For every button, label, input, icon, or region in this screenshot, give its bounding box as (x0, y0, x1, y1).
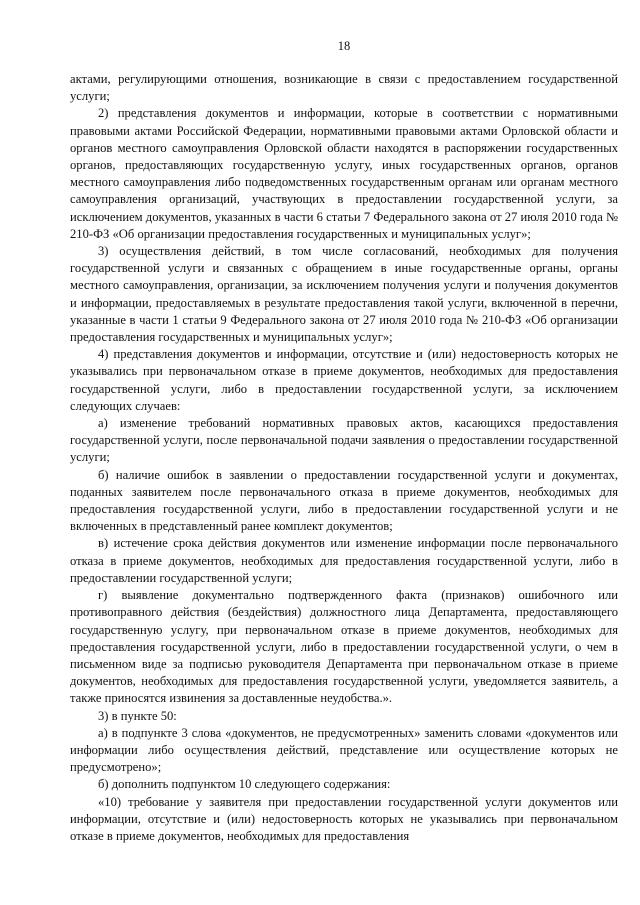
paragraph: 3) осуществления действий, в том числе согласований, необходимых для получения государственной услуги и связанных с обращением в иные государственные органы, органы местного самоуправления, организации, за исключением получения услуги и получения документов и информации, предоставляемых в результате предоставления такой услуги, включенной в перечни, указанные в части 1 статьи 9 Федерального закона от 27 июля 2010 года № 210-ФЗ «Об организации предоставления государственных и муниципальных услуг»; (70, 244, 618, 345)
paragraph: а) в подпункте 3 слова «документов, не предусмотренных» заменить словами «документов или информации либо осуществления действий, представление или осуществление которых не предусмотрено»; (70, 725, 618, 775)
paragraph: 4) представления документов и информации, отсутствие и (или) недостоверность которых не указывались при первоначальном отказе в приеме документов, необходимых для предоставления государственной услуги, либо в предоставлении государственной услуги, за исключением следующих случаев: (70, 347, 618, 413)
document-body (70, 71, 618, 845)
paragraph: «10) требование у заявителя при предоставлении государственной услуги документов или информации, отсутствие и (или) недостоверность которых не указывались при первоначальном отказе в приеме документов, необходимых для предоставления (70, 794, 618, 843)
page-number: 18 (337, 39, 351, 53)
paragraph: актами, регулирующими отношения, возникающие в связи с предоставлением государственной услуги; (70, 72, 618, 104)
paragraph: б) дополнить подпунктом 10 следующего содержания: (98, 777, 391, 792)
paragraph: 2) представления документов и информации, которые в соответствии с нормативными правовыми актами Российской Федерации, нормативными правовыми актами Орловской области и органов местного самоуправления Орловской области находятся в распоряжении государственных органов, предоставляющих государственную услугу, иных государственных органов, органов местного самоуправления либо подведомственных государственным органам или органам местного самоуправления организаций, участвующих в предоставлении государственной услуги, за исключением документов, указанных в части 6 статьи 7 Федерального закона от 27 июля 2010 года № 210-ФЗ «Об организации предоставления государственных и муниципальных услуг»; (70, 106, 618, 241)
paragraph: 3) в пункте 50: (98, 708, 177, 723)
paragraph: б) наличие ошибок в заявлении о предоставлении государственной услуги и документах, поданных заявителем после первоначального отказа в приеме документов, необходимых для предоставления государственной услуги, либо в предоставлении государственной услуги и не включенных в представленный ранее комплект документов; (70, 467, 618, 534)
paragraph: в) истечение срока действия документов или изменение информации после первоначального отказа в приеме документов, необходимых для предоставления государственной услуги, либо в предоставлении государственной услуги; (70, 536, 618, 585)
paragraph: а) изменение требований нормативных правовых актов, касающихся предоставления государственной услуги, после первоначальной подачи заявления о предоставлении государственной услуги; (70, 416, 618, 465)
paragraph: г) выявление документально подтвержденного факта (признаков) ошибочного или противоправного действия (бездействия) должностного лица Департамента, предоставляющего государственную услугу, при первоначальном отказе в приеме документов, необходимых для предоставления государственной услуги, либо в предоставлении государственной услуги, о чем в письменном виде за подписью руководителя Департамента при первоначальном отказе в приеме документов, необходимых для предоставления государственной услуги, уведомляется заявитель, а также приносятся извинения за доставленные неудобства.». (70, 588, 618, 706)
